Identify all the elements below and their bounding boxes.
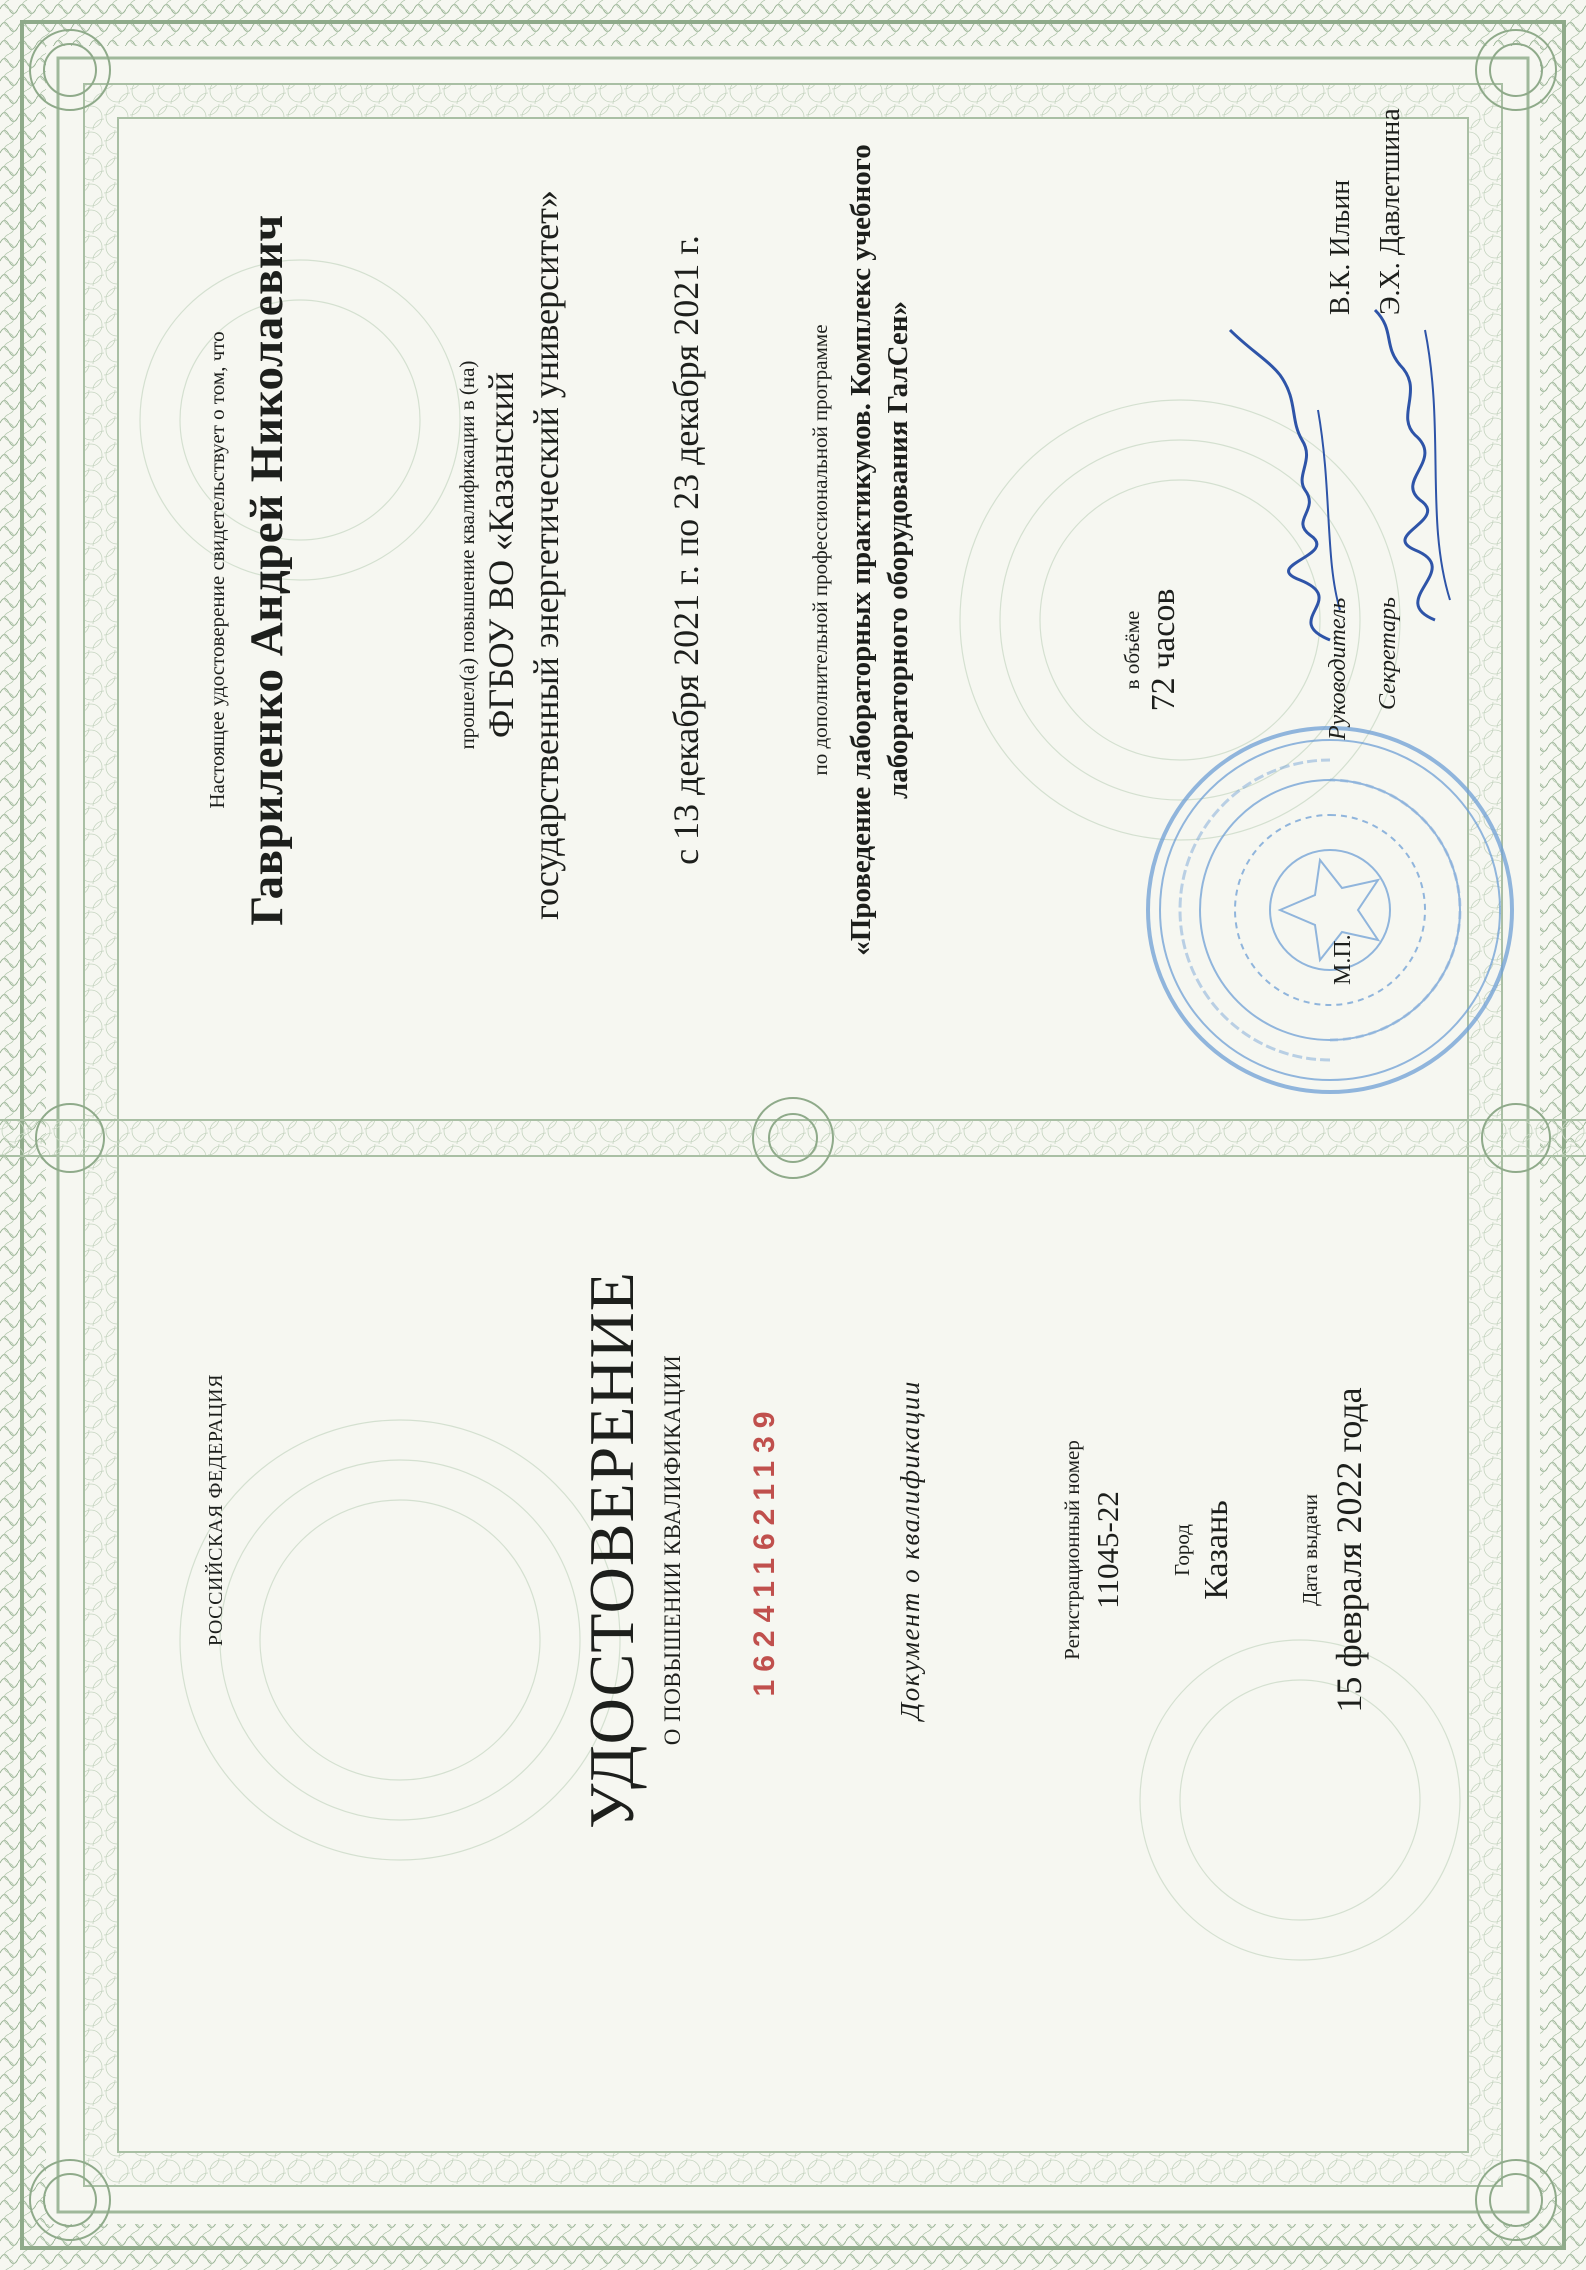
volume-value: 72 часов <box>1145 588 1182 712</box>
program-title-line-2: лабораторного оборудования ГалСен» <box>882 301 914 799</box>
registration-label: Регистрационный номер <box>1060 1440 1084 1660</box>
program-title-line-1: «Проведение лабораторных практикумов. Комплекс учебного <box>845 144 877 956</box>
passed-training-text: прошел(а) повышение квалификации в (на) <box>455 360 479 750</box>
secretary-signature <box>1355 300 1475 630</box>
holder-full-name: Гавриленко Андрей Николаевич <box>241 214 293 926</box>
official-seal-stamp <box>1140 720 1520 1100</box>
head-name: В.К. Ильин <box>1325 179 1356 315</box>
head-role-label: Руководитель <box>1325 597 1351 740</box>
city-label: Город <box>1170 1524 1194 1576</box>
document-title: УДОСТОВЕРЕНИЕ <box>576 1271 647 1829</box>
secretary-role-label: Секретарь <box>1375 597 1401 710</box>
registration-number: 11045-22 <box>1090 1491 1125 1609</box>
country-label: РОССИЙСКАЯ ФЕДЕРАЦИЯ <box>205 1373 227 1647</box>
organization-line-2: государственный энергетический университет» <box>526 190 566 920</box>
issue-date-label: Дата выдачи <box>1298 1493 1322 1607</box>
training-period: с 13 декабря 2021 г. по 23 декабря 2021 г. <box>666 235 706 865</box>
issue-date-value: 15 февраля 2022 года <box>1329 1387 1369 1713</box>
document-number: 162411621139 <box>748 1403 781 1697</box>
document-kind: Документ о квалификации <box>895 1380 925 1720</box>
organization-line-1: ФГБОУ ВО «Казанский <box>481 371 521 739</box>
stamp-place-label: М.П. <box>1330 934 1356 985</box>
program-label: по дополнительной профессиональной программе <box>808 324 832 776</box>
secretary-name: Э.Х. Давлетшина <box>1375 108 1406 315</box>
certify-text: Настоящее удостоверение свидетельствует о том, что <box>205 331 229 809</box>
city-value: Казань <box>1198 1500 1235 1600</box>
document-subtitle: О ПОВЫШЕНИИ КВАЛИФИКАЦИИ <box>660 1354 685 1746</box>
volume-label: в объёме <box>1120 610 1144 690</box>
